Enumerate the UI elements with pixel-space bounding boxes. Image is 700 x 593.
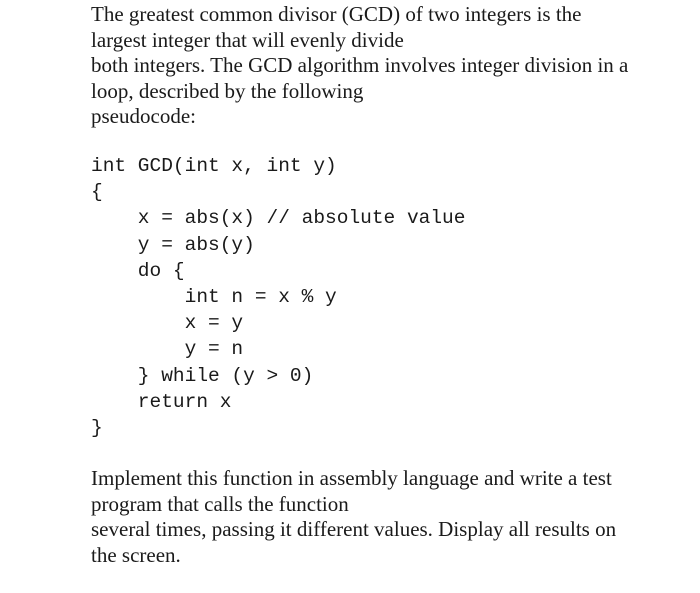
code-line: x = abs(x) // absolute value bbox=[91, 207, 466, 230]
code-line: int n = x % y bbox=[91, 286, 337, 309]
description-line: pseudocode: bbox=[91, 104, 196, 129]
description-line: both integers. The GCD algorithm involves integer division in a bbox=[91, 53, 629, 78]
code-line: { bbox=[91, 181, 103, 204]
instruction-line: the screen. bbox=[91, 542, 181, 567]
code-line: int GCD(int x, int y) bbox=[91, 155, 337, 177]
code-line: } bbox=[91, 417, 103, 440]
instruction-line: Implement this function in assembly language and write a test bbox=[91, 466, 612, 490]
instruction-line: program that calls the function bbox=[91, 491, 349, 516]
description-line: loop, described by the following bbox=[91, 78, 364, 103]
task-instructions bbox=[91, 466, 691, 568]
description-line: largest integer that will evenly divide bbox=[91, 27, 404, 52]
code-line: do { bbox=[91, 259, 185, 282]
instruction-line: several times, passing it different values. Display all results on bbox=[91, 517, 617, 542]
pseudocode-block bbox=[91, 153, 465, 441]
code-line: y = n bbox=[91, 338, 244, 361]
code-line: } while (y > 0) bbox=[91, 364, 314, 387]
code-line: x = y bbox=[91, 312, 244, 335]
code-line: y = abs(y) bbox=[91, 233, 255, 256]
problem-description bbox=[91, 2, 691, 130]
code-line: return x bbox=[91, 390, 232, 413]
description-line: The greatest common divisor (GCD) of two integers is the bbox=[91, 2, 582, 26]
